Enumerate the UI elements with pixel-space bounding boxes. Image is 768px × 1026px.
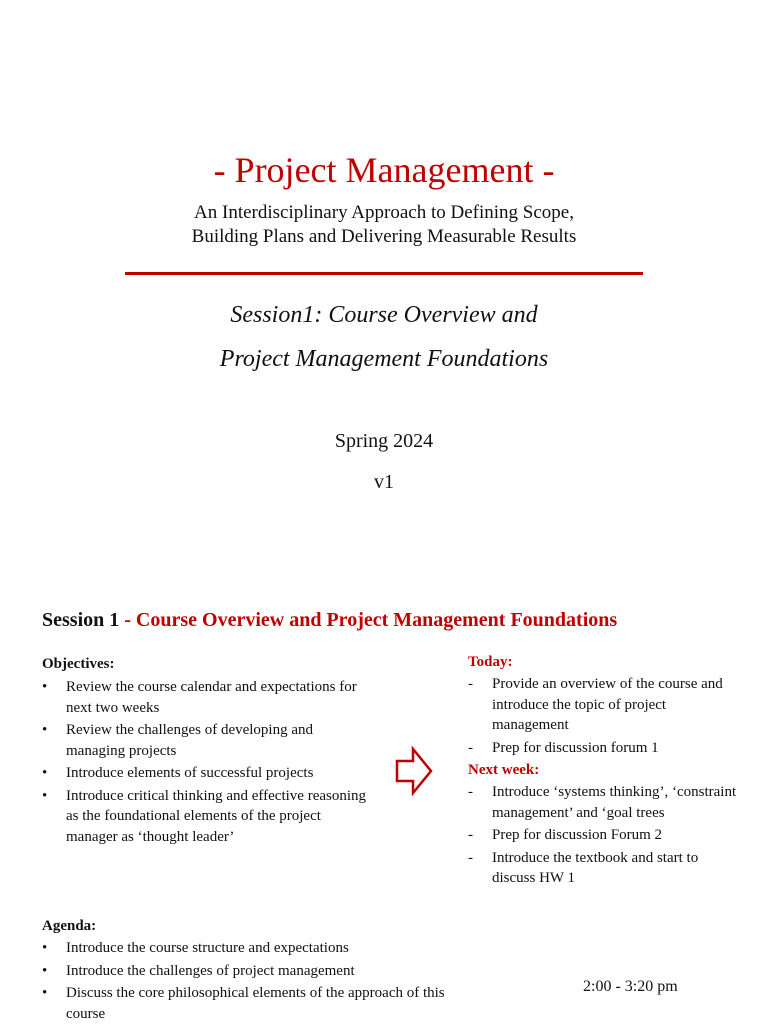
list-item-text: Introduce elements of successful projects [66,765,314,781]
bullet-marker: - [468,849,473,866]
list-item [42,938,482,959]
session-heading [42,608,617,632]
bullet-marker: • [42,787,48,804]
bullet-marker: - [468,827,473,843]
list-item-text: Introduce ‘systems thinking’, ‘constraint management’ and ‘goal trees [492,784,737,821]
subtitle-line-2: Building Plans and Delivering Measurable Results [191,226,577,247]
list-item-text: Provide an overview of the course and introduce the topic of project management [492,676,723,733]
list-item [468,738,738,759]
objectives-list [42,677,372,849]
session-heading-dash: - [119,609,136,631]
bullet-marker: - [468,676,473,692]
session-heading-topic: Course Overview and Project Management Foundations [135,609,618,631]
list-item-text: Introduce the challenges of project management [66,962,355,979]
list-item-text: Prep for discussion forum 1 [492,739,659,756]
list-item-text: Introduce the textbook and start to discuss HW 1 [492,849,699,886]
list-item-text: Introduce critical thinking and effective reasoning as the foundational elements of the project manager as ‘thought leader’ [66,787,367,845]
session-time: 2:00 - 3:20 pm [583,978,678,995]
right-arrow-outline-icon [395,746,433,796]
bullet-marker: • [42,962,48,979]
session-slide [0,560,768,1024]
list-item-text: Review the course calendar and expectations for next two weeks [66,679,357,716]
list-item-text: Discuss the core philosophical elements of the approach of this course [66,985,445,1022]
list-item-text: Prep for discussion Forum 2 [492,827,662,843]
list-item-text: Introduce the course structure and expectations [66,940,349,956]
next-week-label: Next week: [468,762,540,778]
bullet-marker: • [42,679,48,695]
list-item [468,674,738,736]
list-item [468,782,738,823]
version-label: v1 [374,471,394,493]
bullet-marker: - [468,739,473,756]
list-item [42,677,372,718]
list-item [468,825,738,846]
list-item-text: Review the challenges of developing and managing projects [66,722,314,759]
bullet-marker: • [42,722,48,738]
session-title-line-1: Session1: Course Overview and [230,302,538,328]
list-item [42,720,372,761]
title-divider [125,272,643,275]
today-label: Today: [468,654,513,670]
list-item [42,961,482,982]
agenda-list [42,938,482,1026]
slide-title: - Project Management - [213,150,555,190]
next-week-list [468,782,738,891]
objectives-label: Objectives: [42,656,115,672]
session-heading-prefix: Session 1 [42,609,120,631]
agenda-label: Agenda: [42,918,97,934]
bullet-marker: • [42,985,48,1001]
list-item [42,763,372,784]
bullet-marker: - [468,784,473,800]
session-title-line-2: Project Management Foundations [219,346,549,372]
today-list [468,674,738,760]
bullet-marker: • [42,940,48,956]
term-label: Spring 2024 [334,430,434,452]
bullet-marker: • [42,765,48,781]
subtitle-line-1: An Interdisciplinary Approach to Defining Scope, [194,202,574,223]
slide-subtitle [0,201,768,249]
list-item [468,848,738,889]
list-item [42,786,372,848]
list-item [42,983,482,1024]
